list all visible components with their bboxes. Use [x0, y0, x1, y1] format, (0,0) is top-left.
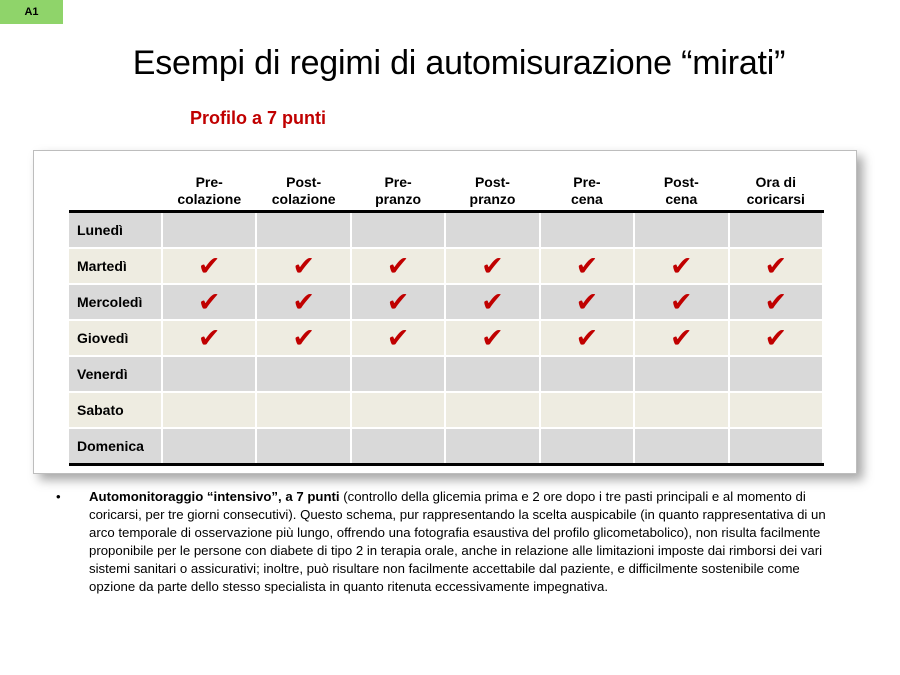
- checkmark-icon: ✔: [481, 250, 504, 282]
- schedule-cell: [162, 428, 256, 465]
- schedule-cell: [162, 320, 256, 356]
- header-corner: [69, 164, 162, 212]
- schedule-cell: [445, 320, 539, 356]
- schedule-cell: [729, 428, 823, 465]
- checkmark-icon: ✔: [670, 250, 693, 282]
- schedule-header-row: [69, 164, 823, 212]
- day-label: Mercoledì: [69, 284, 162, 320]
- column-header: Ora di coricarsi: [729, 164, 823, 212]
- schedule-cell: [729, 248, 823, 284]
- checkmark-icon: ✔: [197, 250, 221, 282]
- schedule-cell: [445, 248, 539, 284]
- schedule-cell: [540, 212, 634, 249]
- schedule-cell: [729, 356, 823, 392]
- table-row: [69, 356, 823, 392]
- schedule-cell: [634, 212, 728, 249]
- column-header: Post- pranzo: [445, 164, 539, 212]
- table-row: [69, 248, 823, 284]
- schedule-body: [69, 212, 823, 465]
- schedule-cell: [256, 320, 350, 356]
- schedule-table: [69, 164, 824, 466]
- checkmark-icon: ✔: [481, 322, 504, 354]
- schedule-cell: [256, 248, 350, 284]
- schedule-cell: [445, 428, 539, 465]
- schedule-cell: [256, 428, 350, 465]
- schedule-cell: [540, 392, 634, 428]
- slide-title: Esempi di regimi di automisurazione “mirati”: [132, 44, 786, 82]
- schedule-cell: [634, 356, 728, 392]
- table-row: [69, 212, 823, 249]
- schedule-cell: [729, 284, 823, 320]
- schedule-cell: [256, 212, 350, 249]
- schedule-cell: [445, 212, 539, 249]
- checkmark-icon: ✔: [386, 286, 410, 318]
- schedule-cell: [634, 284, 728, 320]
- schedule-cell: [540, 320, 634, 356]
- schedule-cell: [540, 284, 634, 320]
- schedule-cell: [445, 392, 539, 428]
- table-row: [69, 284, 823, 320]
- note-paragraph: [89, 488, 846, 596]
- schedule-cell: [729, 392, 823, 428]
- profile-subtitle: Profilo a 7 punti: [190, 108, 327, 128]
- checkmark-icon: ✔: [575, 250, 599, 282]
- schedule-cell: [351, 248, 445, 284]
- schedule-panel: [33, 150, 857, 474]
- schedule-cell: [351, 212, 445, 249]
- table-row: [69, 392, 823, 428]
- day-label: Giovedì: [69, 320, 162, 356]
- schedule-cell: [256, 356, 350, 392]
- note-bold-lead: Automonitoraggio “intensivo”, a 7 punti: [89, 489, 340, 504]
- column-header: Pre- pranzo: [351, 164, 445, 212]
- column-header: Pre- cena: [540, 164, 634, 212]
- schedule-cell: [445, 356, 539, 392]
- schedule-cell: [540, 248, 634, 284]
- day-label: Domenica: [69, 428, 162, 465]
- checkmark-icon: ✔: [764, 250, 788, 282]
- schedule-cell: [729, 212, 823, 249]
- schedule-cell: [634, 248, 728, 284]
- note-body: (controllo della glicemia prima e 2 ore dopo i tre pasti principali e al momento di coricarsi, per tre giorni consecutivi). Questo schema, pur rappresentando la scelta auspicabile (in quanto rappresentativa di un arco temporale di osservazione più lungo, offrendo una fotografia esaustiva del profilo glicometabolico), non risulta facilmente proponibile per le persone con diabete di tipo 2 in terapia orale, anche in relazione alle limitazioni imposte dai rimborsi dei vari sistemi sanitari o assicurativi; inoltre, può risultare non facilmente accettabile dal paziente, e difficilmente sostenibile come opzione da parte dello stesso specialista in quanto ritenuta eccessivamente impegnativa.: [89, 489, 826, 594]
- checkmark-icon: ✔: [292, 286, 315, 318]
- schedule-cell: [351, 356, 445, 392]
- checkmark-icon: ✔: [575, 322, 599, 354]
- schedule-cell: [351, 428, 445, 465]
- checkmark-icon: ✔: [386, 322, 410, 354]
- checkmark-icon: ✔: [764, 286, 788, 318]
- checkmark-icon: ✔: [670, 286, 693, 318]
- table-row: [69, 428, 823, 465]
- schedule-cell: [351, 320, 445, 356]
- checkmark-icon: ✔: [386, 250, 410, 282]
- day-label: Sabato: [69, 392, 162, 428]
- schedule-cell: [351, 284, 445, 320]
- column-header: Post- colazione: [256, 164, 350, 212]
- bullet-marker: •: [56, 489, 61, 504]
- day-label: Venerdì: [69, 356, 162, 392]
- checkmark-icon: ✔: [575, 286, 599, 318]
- checkmark-icon: ✔: [197, 322, 221, 354]
- column-header: Pre- colazione: [162, 164, 256, 212]
- schedule-cell: [162, 212, 256, 249]
- schedule-cell: [162, 356, 256, 392]
- schedule-cell: [256, 392, 350, 428]
- schedule-cell: [162, 248, 256, 284]
- schedule-cell: [634, 320, 728, 356]
- checkmark-icon: ✔: [764, 322, 788, 354]
- schedule-cell: [256, 284, 350, 320]
- schedule-cell: [634, 392, 728, 428]
- schedule-cell: [445, 284, 539, 320]
- schedule-cell: [162, 284, 256, 320]
- schedule-cell: [540, 356, 634, 392]
- checkmark-icon: ✔: [292, 250, 315, 282]
- table-row: [69, 320, 823, 356]
- schedule-cell: [540, 428, 634, 465]
- bullet-note: [56, 488, 846, 596]
- column-header: Post- cena: [634, 164, 728, 212]
- schedule-cell: [351, 392, 445, 428]
- day-label: Lunedì: [69, 212, 162, 249]
- day-label: Martedì: [69, 248, 162, 284]
- schedule-cell: [634, 428, 728, 465]
- checkmark-icon: ✔: [197, 286, 221, 318]
- checkmark-icon: ✔: [481, 286, 504, 318]
- checkmark-icon: ✔: [670, 322, 693, 354]
- checkmark-icon: ✔: [292, 322, 315, 354]
- schedule-cell: [162, 392, 256, 428]
- schedule-cell: [729, 320, 823, 356]
- slide-tag: A1: [0, 0, 63, 24]
